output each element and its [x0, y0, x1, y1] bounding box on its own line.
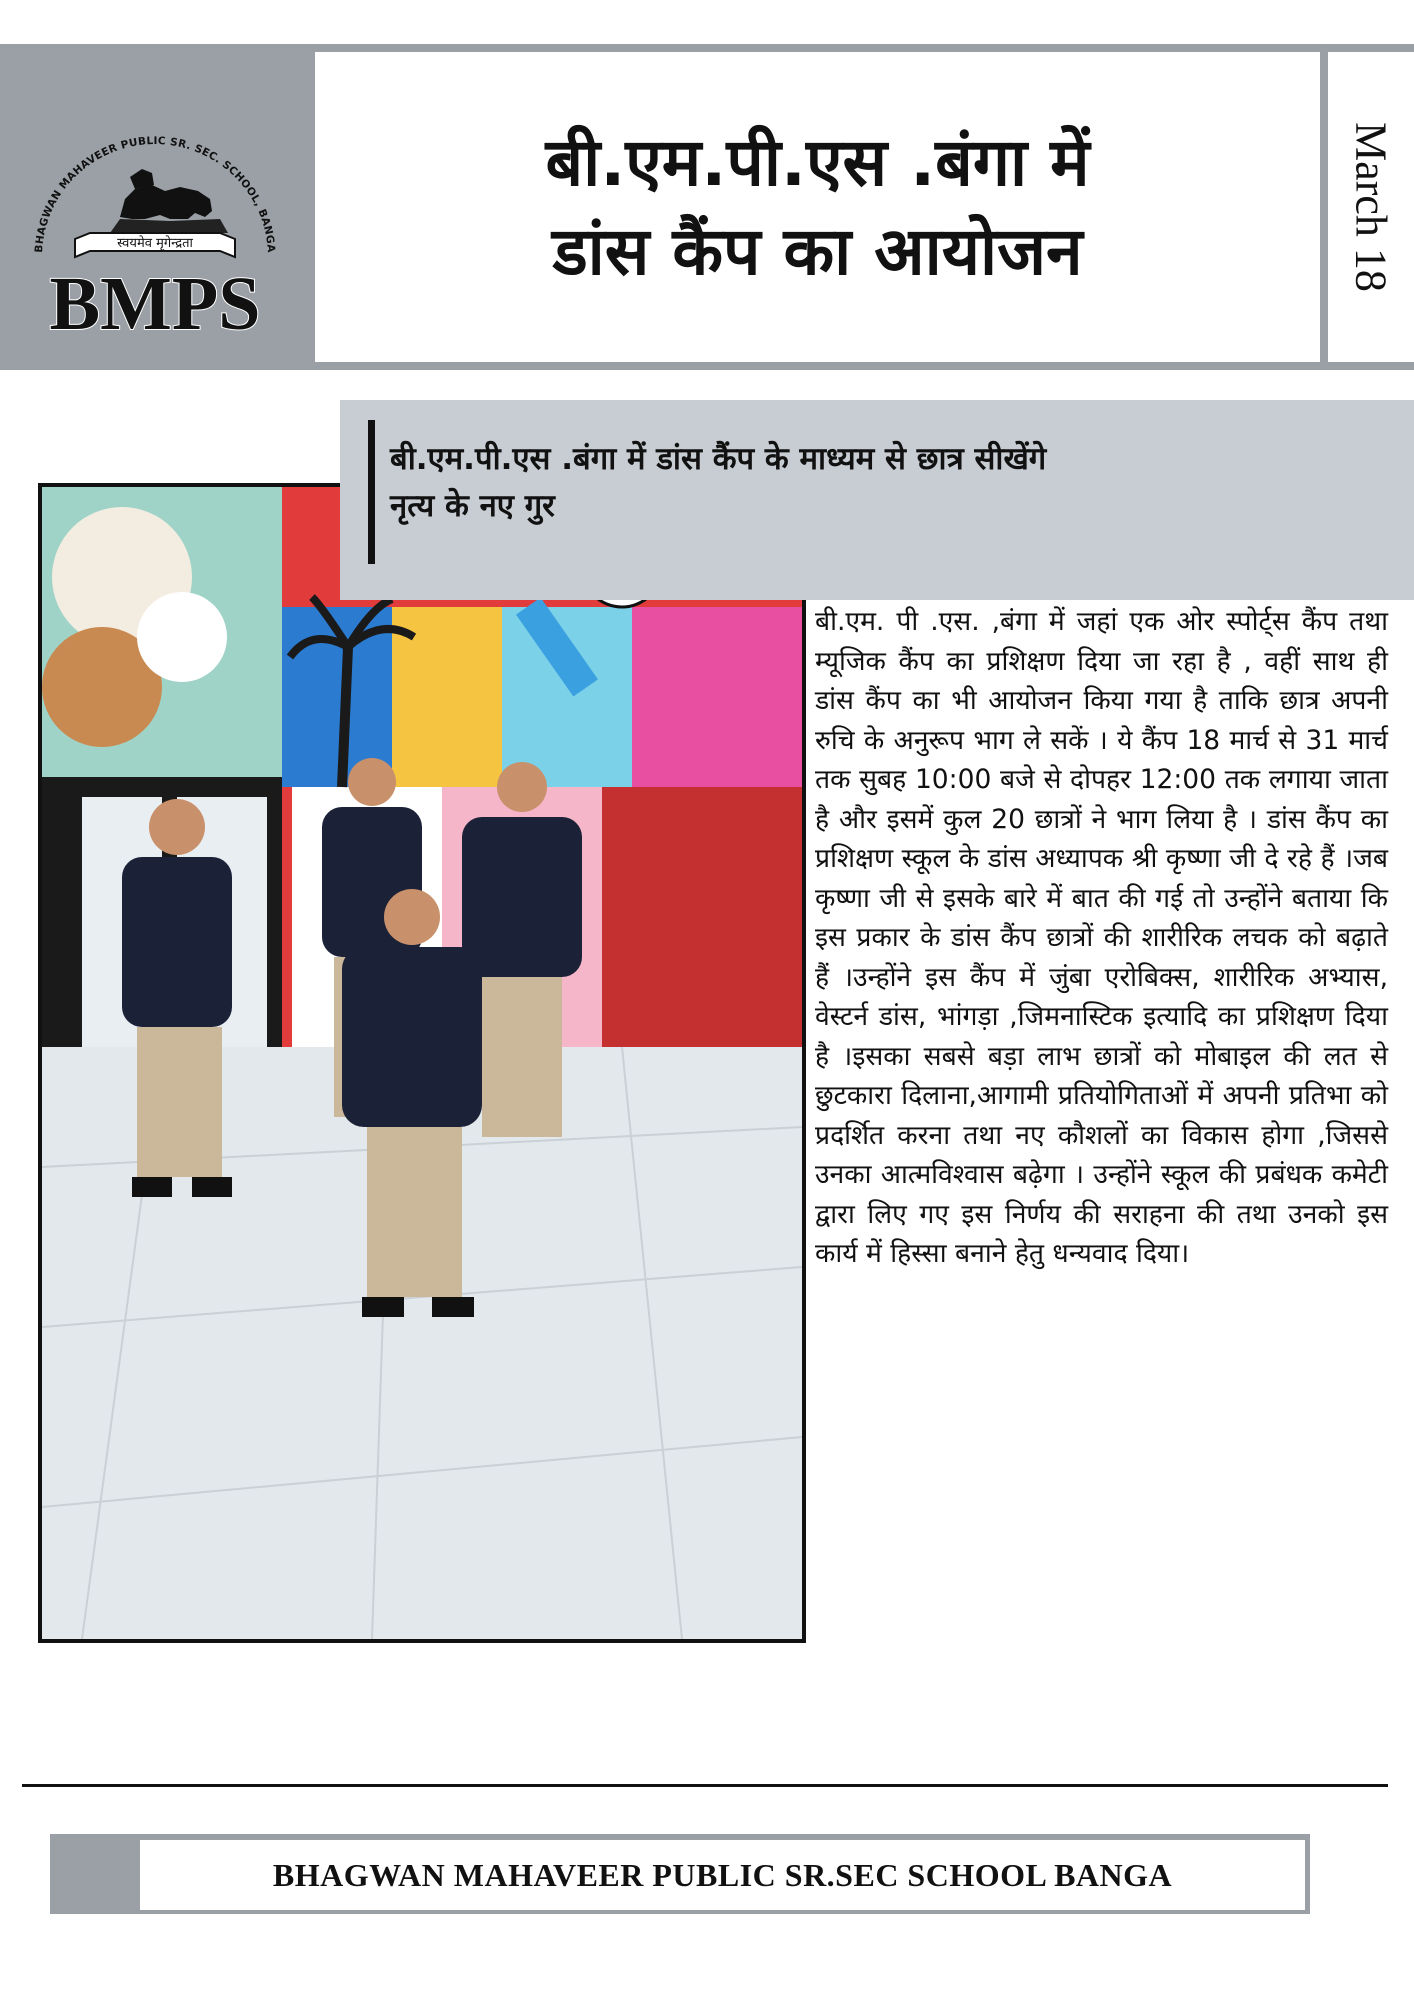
article-body: बी.एम. पी .एस. ,बंगा में जहां एक ओर स्पोर्ट्स कैंप तथा म्यूजिक कैंप का प्रशिक्षण दिया जा रहा है , वहीं साथ ही डांस कैंप का भी आयोजन किया गया है ताकि छात्र अपनी रुचि के अनुरूप भाग ले सकें । ये कैंप 18 मार्च से 31 मार्च तक सुबह 10:00 बजे से दोपहर 12:00 तक लगाया जाता है और इसमें कुल 20 छात्रों ने भाग लिया है । डांस कैंप का प्रशिक्षण स्कूल के डांस अध्यापक श्री कृष्णा जी दे रहे हैं ।जब कृष्णा जी से इसके बारे में बात की गई तो उन्होंने बताया कि इस प्रकार के डांस कैंप छात्रों की शारीरिक लचक को बढ़ाते हैं ।उन्होंने इस कैंप में जुंबा एरोबिक्स, शारीरिक अभ्यास, वेस्टर्न डांस, भांगड़ा ,जिमनास्टिक इत्यादि का प्रशिक्षण दिया है ।इसका सबसे बड़ा लाभ छात्रों को मोबाइल की लत से छुटकारा दिलाना,आगामी प्रतियोगिताओं में अपनी प्रतिभा को प्रदर्शित करना तथा नए कौशलों का विकास होगा ,जिससे उनका आत्मविश्वास बढ़ेगा । उन्होंने स्कूल की प्रबंधक कमेटी द्वारा लिए गए इस निर्णय की सराहना की तथा उनको इस कार्य में हिस्सा बनाने हेतु धन्यवाद दिया। [815, 606, 1388, 1269]
logo-letters: BMPS [49, 262, 261, 346]
title-box [315, 52, 1320, 362]
subheading [390, 436, 1290, 529]
issue-date: March 18 [1346, 122, 1396, 292]
subheading-line-1: बी.एम.पी.एस .बंगा में डांस कैंप के माध्यम से छात्र सीखेंगे [390, 441, 1047, 477]
footer-rule [22, 1784, 1388, 1787]
subheading-line-2: नृत्य के नए गुर [390, 487, 555, 524]
lion-icon [110, 169, 228, 233]
logo-motto: स्वयमेव मृगेन्द्रता [117, 236, 193, 251]
page-title [545, 118, 1089, 296]
title-line-2: डांस कैंप का आयोजन [552, 213, 1083, 290]
footer-box [140, 1840, 1305, 1910]
dance-camp-photo [38, 483, 806, 1643]
logo-panel [0, 52, 315, 370]
photo-illustration [42, 487, 802, 1639]
logo-arc-text: BHAGWAN MAHAVEER PUBLIC SR. SEC. SCHOOL, BANGA [33, 134, 277, 254]
footer-school-name: BHAGWAN MAHAVEER PUBLIC SR.SEC SCHOOL BANGA [272, 1856, 1173, 1893]
header-bottom-border [0, 362, 1414, 370]
header-divider [1320, 52, 1328, 370]
subheading-accent-bar [368, 420, 375, 564]
school-logo [20, 107, 290, 357]
subheading-box [340, 400, 1414, 600]
date-box [1328, 52, 1414, 362]
title-line-1: बी.एम.पी.एस .बंगा में [545, 123, 1090, 201]
header-top-border [0, 44, 1414, 52]
